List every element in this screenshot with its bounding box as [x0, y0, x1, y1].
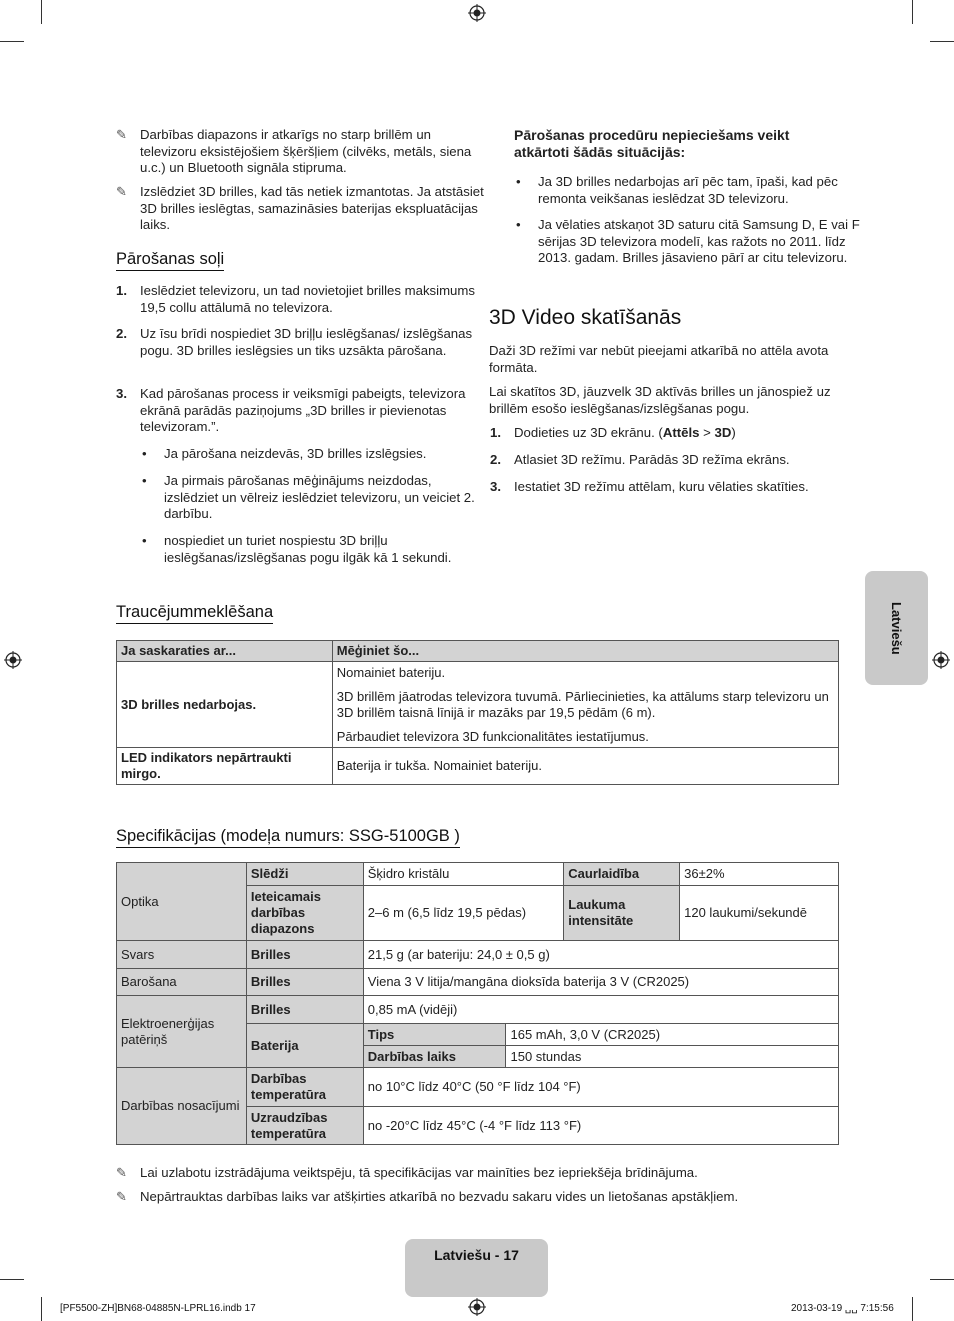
table-cell: Baterija	[246, 1024, 363, 1068]
video-step: 1. Dodieties uz 3D ekrānu. (Attēls > 3D)	[490, 425, 736, 440]
bullet-icon: •	[516, 217, 521, 232]
list-item: • nospiediet un turiet nospiestu 3D briļļu ieslēgšanas/izslēgšanas pogu ilgāk kā 1 sekundi.	[142, 533, 452, 565]
table-cell: 3D brilles nedarbojas.	[117, 662, 333, 748]
language-side-tab: Latviešu	[865, 571, 928, 685]
list-item: • Ja pārošana neizdevās, 3D brilles izslēgsies.	[142, 446, 427, 461]
table-header: Mēģiniet šo...	[332, 641, 838, 662]
video-step: 2. Atlasiet 3D režīmu. Parādās 3D režīma ekrāns.	[490, 452, 790, 467]
table-cell: Darbības laiks	[363, 1046, 506, 1068]
table-cell: Laukuma intensitāte	[564, 886, 680, 941]
list-item: • Ja vēlaties atskaņot 3D saturu citā Samsung D, E vai F sērijas 3D televizora modelī, kas ražots no 2011. līdz 2013. gadam. Brilles jāsavieno pārī ar citu televizoru.	[516, 217, 860, 266]
table-cell: Brilles	[246, 996, 363, 1024]
pairing-step: 1. Ieslēdziet televizoru, un tad novietojiet brilles maksimums 19,5 collu attālumā no televizora.	[116, 283, 475, 315]
crop-mark	[41, 1297, 42, 1321]
table-cell: 120 laukumi/sekundē	[680, 886, 839, 941]
table-cell: Optika	[117, 863, 247, 941]
trouble-table	[116, 640, 839, 785]
registration-mark-icon	[932, 651, 950, 669]
note: ✎ Lai uzlabotu izstrādājuma veiktspēju, tā specifikācijas var mainīties bez iepriekšēja brīdinājuma.	[116, 1165, 698, 1180]
video-step: 3. Iestatiet 3D režīmu attēlam, kuru vēlaties skatīties.	[490, 479, 809, 494]
note: ✎ Nepārtrauktas darbības laiks var atšķirties atkarībā no bezvadu sakaru vides un lietošanas apstākļiem.	[116, 1189, 739, 1204]
table-cell: 165 mAh, 3,0 V (CR2025)	[506, 1024, 839, 1046]
note: ✎ Izslēdziet 3D brilles, kad tās netiek izmantotas. Ja atstāsiet 3D brilles ieslēgtas, samazināsies baterijas ekspluatācijas laiks.	[116, 184, 484, 233]
table-cell: 0,85 mA (vidēji)	[363, 996, 838, 1024]
list-item: • Ja pirmais pārošanas mēģinājums neizdodas, izslēdziet un vēlreiz ieslēdziet televizoru, un veiciet 2. darbību.	[142, 473, 475, 522]
table-cell: Uzraudzības temperatūra	[246, 1107, 363, 1145]
table-cell: Ieteicamais darbības diapazons	[246, 886, 363, 941]
crop-mark	[930, 41, 954, 42]
table-cell: 21,5 g (ar bateriju: 24,0 ± 0,5 g)	[363, 941, 838, 969]
bullet-icon: •	[142, 473, 147, 488]
table-cell: Brilles	[246, 941, 363, 969]
table-cell: Elektroenerģijas patēriņš	[117, 996, 247, 1068]
crop-mark	[0, 1279, 24, 1280]
specs-table	[116, 862, 839, 1145]
bullet-icon: •	[516, 174, 521, 189]
video-paragraph: Daži 3D režīmi var nebūt pieejami atkarībā no attēla avota formāta.	[489, 343, 829, 375]
table-cell: Caurlaidība	[564, 863, 680, 886]
crop-mark	[41, 0, 42, 24]
note-pen-icon: ✎	[116, 127, 127, 142]
table-cell: Darbības temperatūra	[246, 1068, 363, 1107]
video-paragraph: Lai skatītos 3D, jāuzvelk 3D aktīvās brilles un jānospiež uz brillēm esošo ieslēgšanas/izslēgšanas pogu.	[489, 384, 831, 416]
note-pen-icon: ✎	[116, 1165, 127, 1180]
table-cell: Baterija ir tukša. Nomainiet bateriju.	[332, 748, 838, 785]
table-header: Ja saskaraties ar...	[117, 641, 333, 662]
trouble-heading: Traucējummeklēšana	[116, 602, 273, 624]
table-cell: Svars	[117, 941, 247, 969]
note: ✎ Darbības diapazons ir atkarīgs no starp brillēm un televizoru eksistējošiem šķēršļiem (cilvēks, metāls, siena u.c.) un Bluetooth signāla stipruma.	[116, 127, 472, 176]
crop-mark	[0, 41, 24, 42]
pairing-step: 3. Kad pārošanas process ir veiksmīgi pabeigts, televizora ekrānā parādās paziņojums „3D brilles ir pievienotas televizoram.”.	[116, 386, 466, 435]
table-cell: Nomainiet bateriju. 3D brillēm jāatrodas televizora tuvumā. Pārliecinieties, ka attālums starp televizoru un 3D brillēm taisnā līnijā ir mazāks par 19,5 pēdām (6 m). Pārbaudiet televizora 3D funkcionalitātes iestatījumus.	[332, 662, 838, 748]
pairing-step: 2. Uz īsu brīdi nospiediet 3D briļļu ieslēgšanas/ izslēgšanas pogu. 3D brilles ieslēgsies un tiks uzsākta pārošana.	[116, 326, 473, 358]
table-cell: no 10°C līdz 40°C (50 °F līdz 104 °F)	[363, 1068, 838, 1107]
table-cell: Slēdži	[246, 863, 363, 886]
table-cell: 36±2%	[680, 863, 839, 886]
table-cell: Brilles	[246, 969, 363, 996]
table-cell: 150 stundas	[506, 1046, 839, 1068]
specs-heading: Specifikācijas (modeļa numurs: SSG-5100GB )	[116, 826, 460, 848]
registration-mark-icon	[468, 1298, 486, 1316]
crop-mark	[912, 0, 913, 24]
print-slug-left: [PF5500-ZH]BN68-04885N-LPRL16.indb 17	[60, 1303, 256, 1314]
crop-mark	[930, 1279, 954, 1280]
table-cell: no -20°C līdz 45°C (-4 °F līdz 113 °F)	[363, 1107, 838, 1145]
crop-mark	[912, 1297, 913, 1321]
table-cell: Darbības nosacījumi	[117, 1068, 247, 1145]
video-title: 3D Video skatīšanās	[489, 306, 682, 329]
table-cell: 2–6 m (6,5 līdz 19,5 pēdas)	[363, 886, 564, 941]
pairing-heading: Pārošanas soļi	[116, 249, 224, 271]
repeat-heading: Pārošanas procedūru nepieciešams veikt atkārtoti šādās situācijās:	[514, 127, 790, 160]
note-pen-icon: ✎	[116, 184, 127, 199]
table-cell: Tips	[363, 1024, 506, 1046]
table-cell: LED indikators nepārtraukti mirgo.	[117, 748, 333, 785]
print-slug-right: 2013-03-19 ␣␣ 7:15:56	[791, 1303, 894, 1314]
list-item: • Ja 3D brilles nedarbojas arī pēc tam, īpaši, kad pēc remonta veikšanas ieslēdzat 3D televizoru.	[516, 174, 838, 206]
table-cell: Barošana	[117, 969, 247, 996]
bullet-icon: •	[142, 533, 147, 548]
note-pen-icon: ✎	[116, 1189, 127, 1204]
page-number-tab: Latviešu - 17	[405, 1239, 548, 1297]
registration-mark-icon	[468, 4, 486, 22]
bullet-icon: •	[142, 446, 147, 461]
table-cell: Šķidro kristālu	[363, 863, 564, 886]
table-cell: Viena 3 V litija/mangāna dioksīda baterija 3 V (CR2025)	[363, 969, 838, 996]
registration-mark-icon	[4, 651, 22, 669]
